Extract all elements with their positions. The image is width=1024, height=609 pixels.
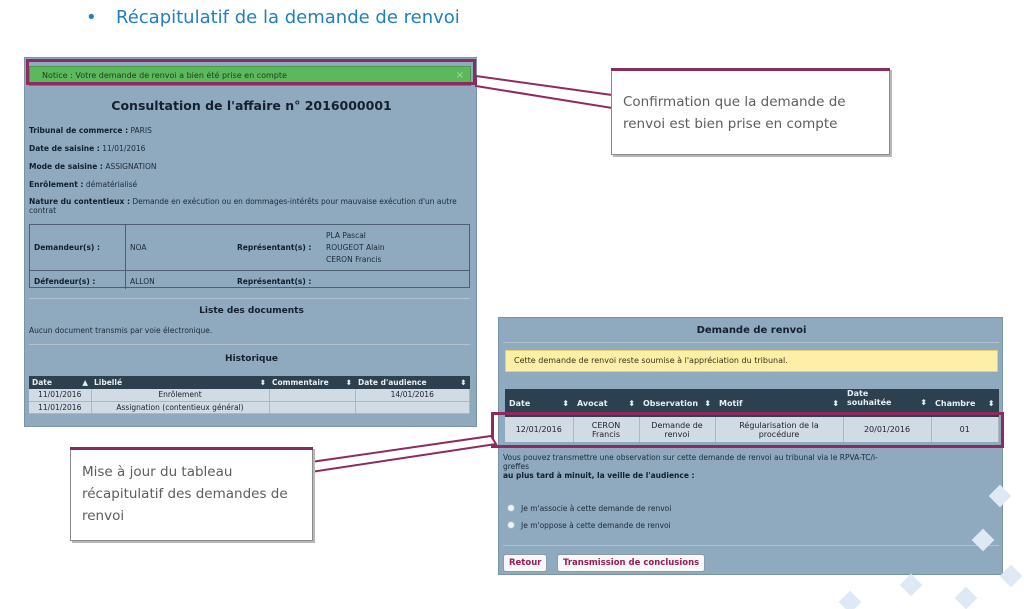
case-title: Consultation de l'affaire n° 2016000001 [111,98,392,113]
col-motif[interactable]: Motif ⬍ [715,389,843,417]
cell-libelle: Assignation (contentieux général) [91,401,269,413]
demandeur-value: NOA [130,243,147,252]
radio-associe-label: Je m'associe à cette demande de renvoi [521,504,672,513]
deadline-text: au plus tard à minuit, la veille de l'audience : [503,471,695,480]
col-date[interactable]: Date ▲ [29,376,91,389]
sort-icon: ⬍ [345,378,352,387]
col-libelle[interactable]: Libellé ⬍ [91,376,269,389]
sort-icon: ⬍ [460,378,467,387]
cell-date: 12/01/2016 [505,417,573,442]
date-saisine-value: 11/01/2016 [102,144,146,153]
radio-oppose-label: Je m'oppose à cette demande de renvoi [521,521,671,530]
callout-mise-a-jour [70,447,313,541]
cell-date: 11/01/2016 [29,401,91,413]
cell-avocat: CERON Francis [573,417,639,442]
tribunal-value: PARIS [130,126,152,135]
callout-mise-a-jour-line1: Mise à jour du tableau [82,464,233,480]
nature-value: Demande en exécution ou en dommages-intérêts pour mauvaise exécution d'un autre contrat [29,197,457,215]
defendeur-value: ALLON [130,277,155,286]
callout-mise-a-jour-line3: renvoi [82,508,125,524]
representant-2: ROUGEOT Alain [326,243,385,252]
slide-title-text: Récapitulatif de la demande de renvoi [116,7,460,28]
col-date-audience[interactable]: Date d'audience ⬍ [355,376,470,389]
representant-label: Représentant(s) : [237,243,312,252]
representant-3: CERON Francis [326,255,382,264]
col-date[interactable]: Date ⬍ [505,389,573,417]
cell-date: 11/01/2016 [29,389,91,401]
mode-saisine-value: ASSIGNATION [105,162,157,171]
historique-title: Historique [225,354,278,364]
cell-observation: Demande de renvoi [639,417,715,442]
cell-motif: Régularisation de la procédure [715,417,843,442]
sort-icon: ⬍ [704,398,711,408]
date-saisine-label: Date de saisine : [29,144,100,153]
warning-banner: Cette demande de renvoi reste soumise à l'appréciation du tribunal. [505,350,998,372]
cell-audience: 14/01/2016 [355,389,470,401]
info-text: Vous pouvez transmettre une observation sur cette demande de renvoi au tribunal via le RPVA-TC/i- greffes au plus tard à minuit, la veille de l'audience : [503,453,878,480]
col-date-souhaitee[interactable]: ⬍ Date souhaitée [843,389,931,417]
callout-confirmation-line1: Confirmation que la demande de [623,94,846,110]
mode-saisine-label: Mode de saisine : [29,162,103,171]
representant2-label: Représentant(s) : [237,277,312,286]
sort-icon: ⬍ [259,378,266,387]
col-commentaire[interactable]: Commentaire ⬍ [269,376,355,389]
cell-date-souhaitee: 20/01/2016 [843,417,931,442]
sort-icon: ⬍ [562,398,569,408]
defendeur-label: Défendeur(s) : [34,277,96,286]
demandeur-label: Demandeur(s) : [34,243,100,252]
sort-icon: ⬍ [920,398,927,407]
col-observation[interactable]: Observation ⬍ [639,389,715,417]
cell-chambre: 01 [931,417,999,442]
nature-label: Nature du contentieux : [29,197,130,206]
documents-empty: Aucun document transmis par voie électronique. [29,326,213,335]
transmission-conclusions-button[interactable]: Transmission de conclusions [557,554,705,572]
sort-icon: ⬍ [987,398,995,408]
tribunal-label: Tribunal de commerce : [29,126,129,135]
sort-icon: ⬍ [832,398,839,408]
retour-button[interactable]: Retour [503,554,547,572]
sort-icon: ⬍ [628,398,635,408]
col-chambre[interactable]: Chambre ⬍ [931,389,999,417]
representant-1: PLA Pascal [326,231,366,240]
callout-mise-a-jour-line2: récapitulatif des demandes de [82,486,288,502]
col-avocat[interactable]: Avocat ⬍ [573,389,639,417]
bullet: • [86,7,97,28]
enrolement-label: Enrôlement : [29,180,84,189]
panel-title: Demande de renvoi [696,325,807,336]
cell-libelle: Enrôlement [91,389,269,401]
callout-confirmation-line2: renvoi est bien prise en compte [623,116,838,132]
enrolement-value: dématérialisé [85,180,138,189]
close-icon[interactable]: × [455,70,464,81]
callout-confirmation [611,68,890,155]
sort-asc-icon: ▲ [82,378,88,387]
notice-text: Notice : Votre demande de renvoi a bien été prise en compte [42,71,287,80]
documents-title: Liste des documents [199,306,304,316]
